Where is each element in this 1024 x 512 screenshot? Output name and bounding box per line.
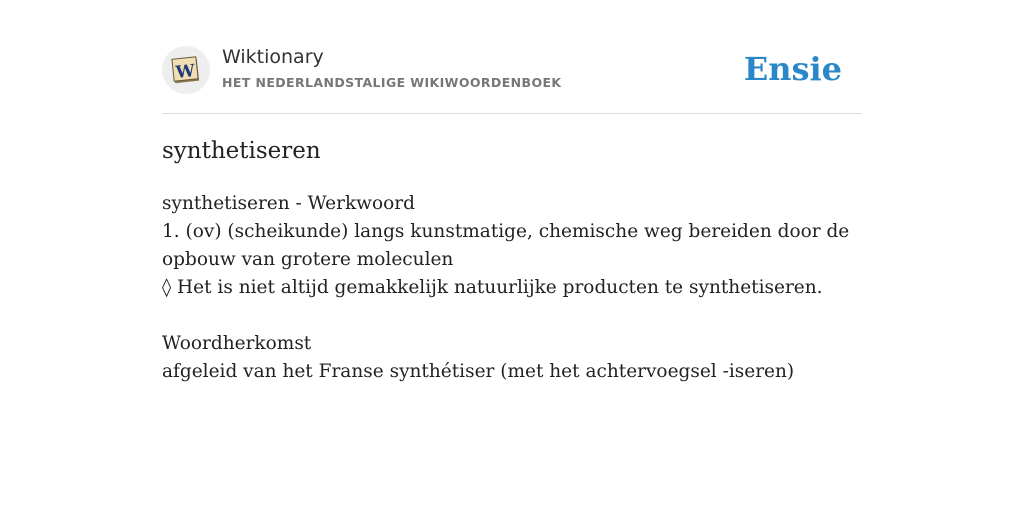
- etymology-text: afgeleid van het Franse synthétiser (met het achtervoegsel -iseren): [162, 361, 795, 382]
- example-sentence: ◊ Het is niet altijd gemakkelijk natuurlijke producten te synthetiseren.: [162, 277, 823, 298]
- logo-tile-graphic: [170, 54, 202, 86]
- definition-text: 1. (ov) (scheikunde) langs kunstmatige, chemische weg bereiden door de opbouw van grotere moleculen: [162, 221, 850, 270]
- ensie-brand-link[interactable]: Ensie: [743, 50, 842, 88]
- svg-text:W: W: [174, 61, 196, 83]
- headword-line: synthetiseren - Werkwoord: [162, 193, 415, 214]
- wiktionary-logo-icon[interactable]: [162, 46, 210, 94]
- site-subtitle: HET NEDERLANDSTALIGE WIKIWOORDENBOEK: [222, 75, 562, 90]
- page-container: [162, 0, 862, 382]
- site-title[interactable]: Wiktionary: [222, 46, 324, 68]
- etymology-heading: Woordherkomst: [162, 333, 312, 354]
- section-spacer: [162, 302, 862, 330]
- page-title: synthetiseren: [162, 138, 321, 164]
- site-header: [162, 0, 862, 114]
- entry-content: [162, 190, 862, 386]
